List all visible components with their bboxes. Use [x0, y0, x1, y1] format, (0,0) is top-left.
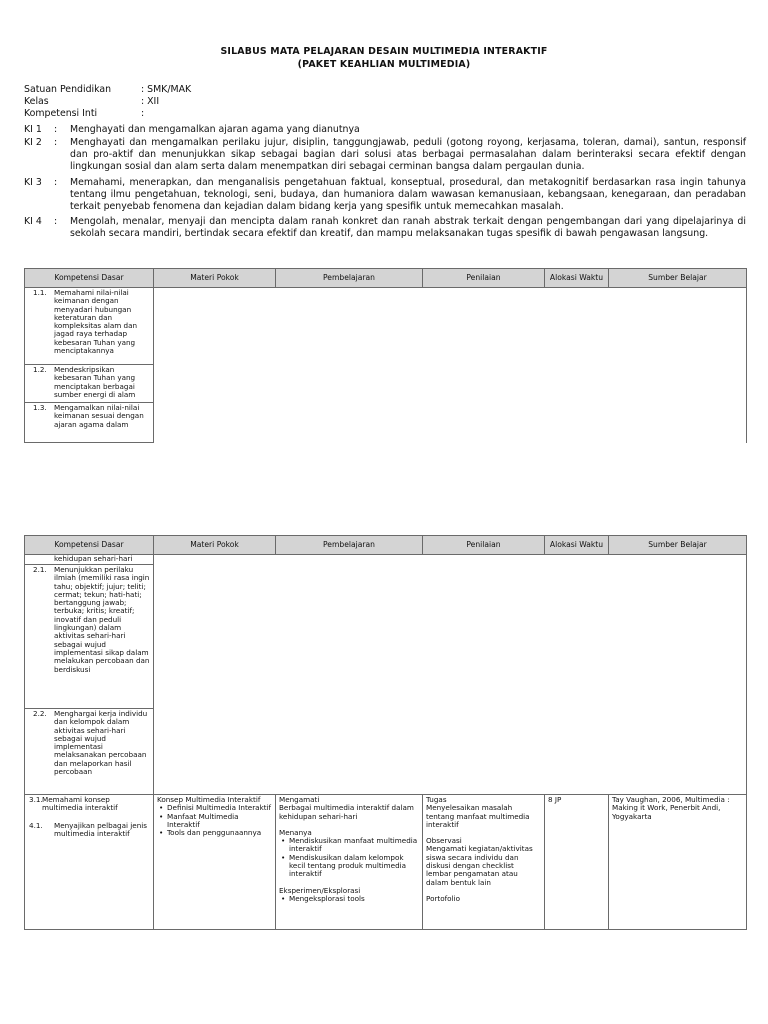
penilaian-cell: [423, 795, 545, 930]
kd-number: 1.2.: [33, 365, 47, 374]
header-alokasi-waktu: Alokasi Waktu: [545, 536, 609, 555]
kd-item-3-1: [25, 795, 153, 814]
kd-continuation-text: kehidupan sehari-hari: [54, 555, 133, 563]
sumber-text: Tay Vaughan, 2006, Multimedia : Making it Work, Penerbit Andi, Yogyakarta: [612, 795, 730, 821]
kd-number: 2.2.: [33, 709, 47, 718]
title-line-1: SILABUS MATA PELAJARAN DESAIN MULTIMEDIA INTERAKTIF: [220, 46, 548, 57]
ki-text: Menghayati dan mengamalkan perilaku jujur, disiplin, tanggungjawab, peduli (gotong royong, kerjasama, toleran, damai), santun, responsif dan pro-aktif dan menunjukkan sikap sebagai bagian dari solusi atas berbagai permasalahan dalam berinteraksi secara efektif dengan lingkungan sosial dan alam serta dalam menempatkan diri sebagai cerminan bangsa dalam pergaulan dunia.: [70, 137, 746, 172]
ki-colon: :: [54, 124, 58, 135]
tugas-title: Tugas: [426, 795, 447, 804]
eksperimen-title: Eksperimen/Eksplorasi: [279, 885, 361, 895]
kd-item: [25, 403, 153, 441]
list-item: • Tools dan penggunaannya: [157, 829, 272, 837]
kd-text: Menghargai kerja individu dan kelompok dalam aktivitas sehari-hari sebagai wujud implementasi melaksanakan percobaan dan melaporkan hasil percobaan: [54, 709, 148, 777]
ki-colon: :: [54, 137, 58, 148]
title-line-2: (PAKET KEAHLIAN MULTIMEDIA): [297, 59, 471, 70]
table-row: [25, 795, 747, 930]
table-row: [25, 555, 747, 565]
header-pembelajaran: Pembelajaran: [276, 536, 423, 555]
alokasi-value: 8 JP: [548, 795, 562, 804]
list-item: • Mendiskusikan dalam kelompok kecil tentang produk multimedia interaktif: [279, 854, 419, 879]
kd-number: 4.1.: [29, 820, 43, 830]
table-header-row: [25, 536, 747, 555]
header-sumber-belajar: Sumber Belajar: [609, 269, 747, 288]
header-kompetensi-dasar: Kompetensi Dasar: [25, 269, 154, 288]
kd-number: 3.1.: [29, 795, 43, 804]
kd-item: [25, 365, 153, 401]
kd-number: 2.1.: [33, 565, 47, 574]
header-materi-pokok: Materi Pokok: [154, 269, 276, 288]
materi-cell: [154, 795, 276, 930]
pembelajaran-cell: [276, 795, 423, 930]
kd-item-4-1: [25, 821, 153, 840]
document-title: [0, 45, 768, 71]
kd-text: Memahami konsep multimedia interaktif: [42, 795, 118, 813]
empty-content-area: [154, 288, 747, 443]
observasi-title: Observasi: [426, 836, 462, 846]
header-penilaian: Penilaian: [423, 269, 545, 288]
ki-code: KI 2: [24, 137, 42, 148]
kd-text: Menyajikan pelbagai jenis multimedia interaktif: [54, 820, 148, 838]
syllabus-table-2: [24, 535, 747, 930]
header-alokasi-waktu: Alokasi Waktu: [545, 269, 609, 288]
kelas-value: : XII: [141, 96, 160, 107]
kd-number: 1.3.: [33, 403, 47, 412]
ki-text: Mengolah, menalar, menyaji dan mencipta dalam ranah konkret dan ranah abstrak terkait dengan pengembangan dari yang dipelajarinya di sekolah secara mandiri, bertindak secara efektif dan kreatif, dan mampu melaksanakan tugas spesifik di bawah pengawasan langsung.: [70, 216, 746, 239]
ki-label: Kompetensi Inti: [24, 108, 98, 119]
header-kompetensi-dasar: Kompetensi Dasar: [25, 536, 154, 555]
kd-text: Memahami nilai-nilai keimanan dengan menyadari hubungan keteraturan dan kompleksitas alam dan jagad raya terhadap kebesaran Tuhan yang menciptakannya: [54, 288, 138, 356]
table-row: [25, 288, 747, 365]
kd-text: Menunjukkan perilaku ilmiah (memiliki rasa ingin tahu; objektif; jujur; teliti; cermat; tekun; hati-hati; bertanggung jawab; terbuka; kritis; kreatif; inovatif dan peduli lingkungan) dalam aktivitas sehari-hari sebagai wujud implementasi sikap dalam melakukan percobaan dan berdiskusi: [54, 565, 150, 674]
observasi-text: Mengamati kegiatan/aktivitas siswa secara individu dan diskusi dengan checklist lembar pengamatan atau dalam bentuk lain: [426, 844, 533, 887]
list-item: • Mengeksplorasi tools: [279, 895, 419, 903]
ki-code: KI 1: [24, 124, 42, 135]
list-item: • Manfaat Multimedia Interaktif: [157, 813, 272, 830]
materi-list: [157, 804, 272, 837]
table-header-row: [25, 269, 747, 288]
satuan-label: Satuan Pendidikan: [24, 84, 112, 95]
list-item: • Mendiskusikan manfaat multimedia interaktif: [279, 837, 419, 854]
empty-content-area: [154, 555, 747, 795]
kd-item: [25, 565, 153, 707]
kd-continuation: [25, 555, 153, 564]
ki-colon: :: [54, 216, 58, 227]
ki-code: KI 3: [24, 177, 42, 188]
syllabus-table-1: [24, 268, 747, 443]
portofolio-title: Portofolio: [426, 893, 460, 903]
kd-text: Mendeskripsikan kebesaran Tuhan yang menciptakan berbagai sumber energi di alam: [54, 365, 136, 399]
menanya-title: Menanya: [279, 827, 312, 837]
kd-number: 1.1.: [33, 288, 47, 297]
ki-value: :: [141, 108, 145, 119]
kd-item: [25, 709, 153, 793]
alokasi-cell: [545, 795, 609, 930]
tugas-text: Menyelesaikan masalah tentang manfaat multimedia interaktif: [426, 803, 530, 829]
ki-text: Menghayati dan mengamalkan ajaran agama yang dianutnya: [70, 124, 360, 135]
header-pembelajaran: Pembelajaran: [276, 269, 423, 288]
header-penilaian: Penilaian: [423, 536, 545, 555]
sumber-cell: [609, 795, 747, 930]
mengamati-text: Berbagai multimedia interaktif dalam kehidupan sehari-hari: [279, 803, 414, 821]
eksperimen-list: [279, 895, 419, 903]
ki-text: Memahami, menerapkan, dan menganalisis pengetahuan faktual, konseptual, prosedural, dan metakognitif berdasarkan rasa ingin tahunya tentang ilmu pengetahuan, teknologi, seni, budaya, dan humaniora dalam wawasan kemanusiaan, kebangsaan, kenegaraan, dan peradaban terkait penyebab fenomena dan kejadian dalam bidang kerja yang spesifik untuk memecahkan masalah.: [70, 177, 746, 212]
ki-code: KI 4: [24, 216, 42, 227]
menanya-list: [279, 837, 419, 878]
header-materi-pokok: Materi Pokok: [154, 536, 276, 555]
kd-item: [25, 288, 153, 363]
ki-colon: :: [54, 177, 58, 188]
list-item: • Definisi Multimedia Interaktif: [157, 804, 272, 812]
header-sumber-belajar: Sumber Belajar: [609, 536, 747, 555]
kd-text: Mengamalkan nilai-nilai keimanan sesuai dengan ajaran agama dalam: [54, 403, 144, 429]
mengamati-title: Mengamati: [279, 795, 320, 804]
satuan-value: : SMK/MAK: [141, 84, 192, 95]
materi-title: Konsep Multimedia Interaktif: [157, 795, 261, 804]
kelas-label: Kelas: [24, 96, 49, 107]
